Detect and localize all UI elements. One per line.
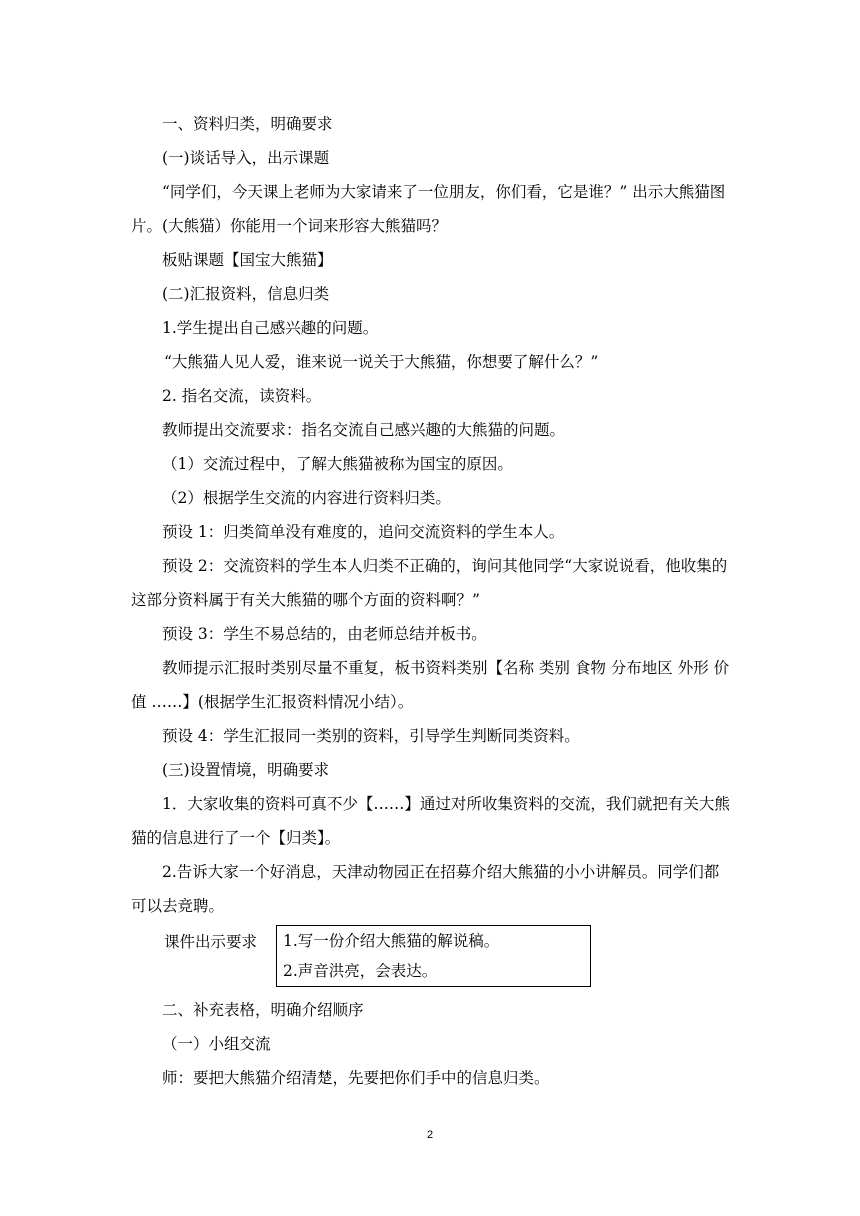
requirements-row bbox=[131, 925, 731, 993]
subsection-heading: （一）小组交流 bbox=[162, 1035, 271, 1053]
paragraph: 2. 指名交流，读资料。 bbox=[162, 387, 322, 405]
requirement-item: 2.声音洪亮，会表达。 bbox=[283, 962, 438, 980]
paragraph: 预设 1：归类简单没有难度的，追问交流资料的学生本人。 bbox=[162, 523, 565, 541]
paragraph: （1）交流过程中，了解大熊猫被称为国宝的原因。 bbox=[162, 455, 513, 473]
page-number: 2 bbox=[426, 1129, 434, 1141]
subsection-heading: (一)谈话导入，出示课题 bbox=[162, 149, 330, 167]
requirements-label: 课件出示要求 bbox=[164, 933, 258, 951]
paragraph: 1．大家收集的资料可真不少【……】通过对所收集资料的交流，我们就把有关大熊猫的信息进行了一个【归类】。 bbox=[131, 795, 730, 847]
paragraph: 预设 2：交流资料的学生本人归类不正确的，询问其他同学“大家说说看，他收集的这部分资料属于有关大熊猫的哪个方面的资料啊？” bbox=[131, 557, 728, 609]
paragraph: 教师提出交流要求：指名交流自己感兴趣的大熊猫的问题。 bbox=[162, 421, 566, 439]
subsection-heading: (二)汇报资料，信息归类 bbox=[162, 285, 330, 303]
section-heading-1: 一、资料归类，明确要求 bbox=[162, 115, 333, 133]
paragraph: 教师提示汇报时类别尽量不重复，板书资料类别【名称 类别 食物 分布地区 外形 价值 ……】(根据学生汇报资料情况小结）。 bbox=[131, 659, 730, 711]
paragraph: （2）根据学生交流的内容进行资料归类。 bbox=[162, 489, 451, 507]
paragraph: 预设 4：学生汇报同一类别的资料，引导学生判断同类资料。 bbox=[162, 727, 580, 745]
paragraph: 师：要把大熊猫介绍清楚，先要把你们手中的信息归类。 bbox=[162, 1069, 550, 1087]
paragraph: 2.告诉大家一个好消息，天津动物园正在招募介绍大熊猫的小小讲解员。同学们都可以去竞聘。 bbox=[131, 863, 720, 915]
subsection-heading: (三)设置情境，明确要求 bbox=[162, 761, 330, 779]
requirement-item: 1.写一份介绍大熊猫的解说稿。 bbox=[283, 932, 500, 950]
requirements-box bbox=[276, 925, 591, 987]
paragraph: 预设 3：学生不易总结的，由老师总结并板书。 bbox=[162, 625, 487, 643]
paragraph: 1.学生提出自己感兴趣的问题。 bbox=[162, 319, 379, 337]
paragraph: “同学们，今天课上老师为大家请来了一位朋友，你们看，它是谁？” 出示大熊猫图片。(大熊猫）你能用一个词来形容大熊猫吗？ bbox=[131, 183, 726, 235]
paragraph: “大熊猫人见人爱，谁来说一说关于大熊猫，你想要了解什么？” bbox=[164, 353, 599, 371]
paragraph: 板贴课题【国宝大熊猫】 bbox=[162, 251, 333, 269]
document-body bbox=[131, 107, 731, 1095]
section-heading-2: 二、补充表格，明确介绍顺序 bbox=[162, 1001, 364, 1019]
